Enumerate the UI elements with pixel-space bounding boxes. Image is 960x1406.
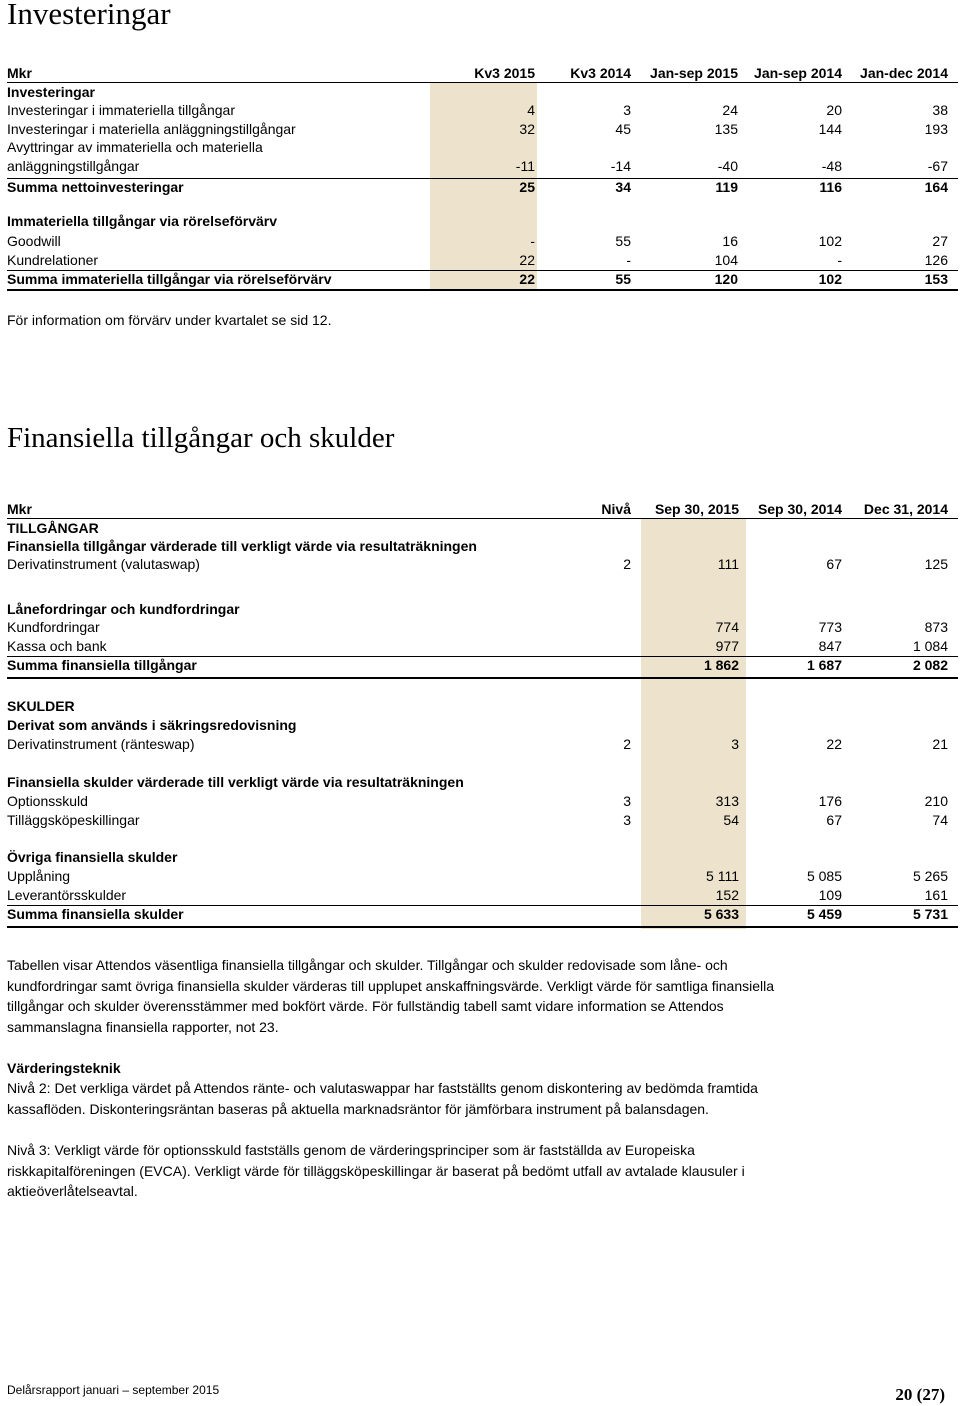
row-value: - xyxy=(530,233,535,249)
row-label: Avyttringar av immateriella och materiella xyxy=(7,139,263,155)
table-section-label xyxy=(7,716,953,734)
row-value: 116 xyxy=(819,179,842,195)
row-value: -11 xyxy=(515,158,535,174)
row-value: 313 xyxy=(715,793,739,809)
row-value: 119 xyxy=(715,179,738,195)
table-section-label xyxy=(7,697,953,715)
row-label: Lånefordringar och kundfordringar xyxy=(7,601,240,617)
table-section-label xyxy=(7,138,953,156)
row-value: -48 xyxy=(821,158,842,174)
row-value: 126 xyxy=(924,252,948,268)
row-value: 5 731 xyxy=(912,906,948,922)
row-value: 1 862 xyxy=(703,657,739,673)
row-value: -40 xyxy=(717,158,738,174)
table-row xyxy=(7,157,953,175)
row-label: Summa immateriella tillgångar via rörelseförvärv xyxy=(7,271,332,287)
section1-header-row xyxy=(7,64,953,82)
row-value: 109 xyxy=(818,887,842,903)
table-row xyxy=(7,905,953,923)
row-value: 873 xyxy=(924,619,948,635)
row-value: 144 xyxy=(818,121,842,137)
header-kv3-2014: Kv3 2014 xyxy=(570,65,631,81)
valuation-level2: Nivå 2: Det verkliga värdet på Attendos ränte- och valutaswappar har fastställts genom diskontering av bedömda framtida kassaflöden. Diskonteringsräntan baseras på aktuella marknadsräntor för jämförbara instrument på balansdagen. xyxy=(7,1080,758,1117)
row-value: 774 xyxy=(715,619,739,635)
row-label: Övriga finansiella skulder xyxy=(7,849,178,865)
row-value: 5 085 xyxy=(806,868,842,884)
row-value: 27 xyxy=(932,233,948,249)
row-value: 2 082 xyxy=(912,657,948,673)
table-section-label xyxy=(7,537,953,555)
row-value: 102 xyxy=(818,233,842,249)
row-value: -67 xyxy=(927,158,948,174)
row-value: 120 xyxy=(714,271,738,287)
row-label: Goodwill xyxy=(7,233,61,249)
header-jansep-2014: Jan-sep 2014 xyxy=(754,65,842,81)
row-value: 5 633 xyxy=(703,906,739,922)
row-value: 4 xyxy=(527,102,535,118)
row-label: Summa finansiella tillgångar xyxy=(7,657,197,673)
row-value: 111 xyxy=(717,556,739,572)
row-value: 34 xyxy=(615,179,631,195)
table-row xyxy=(7,867,953,885)
row-value: 67 xyxy=(826,812,842,828)
row-value: 5 459 xyxy=(806,906,842,922)
row-value: 22 xyxy=(519,271,535,287)
row-value: -14 xyxy=(610,158,631,174)
row-label: Derivat som används i säkringsredovisning xyxy=(7,717,297,733)
section2-title: Finansiella tillgångar och skulder xyxy=(7,422,395,454)
row-value: 22 xyxy=(826,736,842,752)
row-value: 55 xyxy=(615,271,631,287)
table-row xyxy=(7,120,953,138)
table-row xyxy=(7,811,953,829)
liabilities-subtotal-rule xyxy=(7,905,958,906)
table-section-label xyxy=(7,83,953,101)
row-value: 2 xyxy=(623,556,631,572)
assets-total-rule xyxy=(7,677,958,679)
table-row xyxy=(7,656,953,674)
row-label: Kundrelationer xyxy=(7,252,99,268)
table-explanation: Tabellen visar Attendos väsentliga finansiella tillgångar och skulder. Tillgångar och skulder redovisade som låne- och kundfordringar samt övriga finansiella skulder värderas till upplupet anskaffningsvärde. Verkligt värde för samtliga finansiella tillgångar och skulder överensstämmer med bokfört värde. För fullständig tabell samt vidare information se Attendos sammanslagna finansiella rapporter, not 23. xyxy=(7,957,775,1035)
section1-subtotal-rule-2 xyxy=(7,270,958,271)
header-niva: Nivå xyxy=(601,501,631,517)
row-value: 153 xyxy=(924,271,948,287)
row-value: 125 xyxy=(924,556,948,572)
header-mkr: Mkr xyxy=(7,65,32,81)
row-value: 2 xyxy=(623,736,631,752)
section1-title: Investeringar xyxy=(7,0,171,31)
row-label: Summa nettoinvesteringar xyxy=(7,179,184,195)
row-value: 164 xyxy=(924,179,948,195)
footer-page-number: 20 (27) xyxy=(895,1385,945,1404)
row-label: Tilläggsköpeskillingar xyxy=(7,812,140,828)
row-value: 193 xyxy=(924,121,948,137)
table-row xyxy=(7,792,953,810)
table-row xyxy=(7,101,953,119)
table-section-label xyxy=(7,848,953,866)
row-label: Optionsskuld xyxy=(7,793,88,809)
row-value: 74 xyxy=(932,812,948,828)
section1-subtotal-rule-1 xyxy=(7,178,958,179)
row-label: Derivatinstrument (ränteswap) xyxy=(7,736,195,752)
row-label: TILLGÅNGAR xyxy=(7,520,99,536)
row-value: 102 xyxy=(818,271,842,287)
header-sep-2014: Sep 30, 2014 xyxy=(757,501,842,517)
row-label: Kundfordringar xyxy=(7,619,100,635)
row-label: SKULDER xyxy=(7,698,75,714)
table-section-label xyxy=(7,519,953,537)
row-label: Finansiella tillgångar värderade till verkligt värde via resultaträkningen xyxy=(7,538,477,554)
row-label: Investeringar xyxy=(7,84,95,100)
row-value: 22 xyxy=(519,252,535,268)
row-label: Finansiella skulder värderade till verkligt värde via resultaträkningen xyxy=(7,774,464,790)
row-value: 24 xyxy=(722,102,738,118)
row-value: 3 xyxy=(623,793,631,809)
header-dec-2014: Dec 31, 2014 xyxy=(863,501,948,517)
row-label: Summa finansiella skulder xyxy=(7,906,184,922)
row-value: 67 xyxy=(826,556,842,572)
row-value: 5 265 xyxy=(912,868,948,884)
table-row xyxy=(7,178,953,196)
row-value: 1 084 xyxy=(912,638,948,654)
table-row xyxy=(7,232,953,250)
row-value: - xyxy=(626,252,631,268)
row-label: Investeringar i materiella anläggningstillgångar xyxy=(7,121,296,137)
row-value: 773 xyxy=(818,619,842,635)
table-row xyxy=(7,555,953,573)
row-value: 3 xyxy=(623,812,631,828)
row-value: 1 687 xyxy=(806,657,842,673)
row-label: Leverantörsskulder xyxy=(7,887,127,903)
header-jandec-2014: Jan-dec 2014 xyxy=(860,65,948,81)
row-label: Derivatinstrument (valutaswap) xyxy=(7,556,200,572)
liabilities-total-rule xyxy=(7,926,958,928)
table-row xyxy=(7,637,953,655)
row-value: 847 xyxy=(818,638,842,654)
table-row xyxy=(7,735,953,753)
row-label: Kassa och bank xyxy=(7,638,107,654)
row-label: Investeringar i immateriella tillgångar xyxy=(7,102,235,118)
header-mkr: Mkr xyxy=(7,501,32,517)
table-row xyxy=(7,886,953,904)
table-row xyxy=(7,270,953,288)
row-value: 104 xyxy=(714,252,738,268)
section1-note: För information om förvärv under kvartalet se sid 12. xyxy=(7,312,332,328)
valuation-level3: Nivå 3: Verkligt värde för optionsskuld fastställs genom de värderingsprinciper som är fastställda av Europeiska riskkapitalföreningen (EVCA). Verkligt värde för tilläggsköpeskillingar är baserat på bedömt utfall av avtalade klausuler i aktieöverlåtelseavtal. xyxy=(7,1142,745,1199)
row-value: 210 xyxy=(924,793,948,809)
row-value: - xyxy=(837,252,842,268)
table-row xyxy=(7,251,953,269)
table-section-label xyxy=(7,600,953,618)
row-label: anläggningstillgångar xyxy=(7,158,140,174)
row-value: 55 xyxy=(615,233,631,249)
row-value: 32 xyxy=(519,121,535,137)
section2-header-row xyxy=(7,500,953,518)
row-value: 5 111 xyxy=(706,868,739,884)
row-value: 152 xyxy=(715,887,739,903)
row-value: 38 xyxy=(932,102,948,118)
row-value: 161 xyxy=(924,887,948,903)
row-value: 21 xyxy=(932,736,948,752)
table-section-label xyxy=(7,212,953,230)
row-value: 3 xyxy=(731,736,739,752)
row-value: 45 xyxy=(615,121,631,137)
header-kv3-2015: Kv3 2015 xyxy=(474,65,535,81)
footer-report-name: Delårsrapport januari – september 2015 xyxy=(7,1383,220,1397)
assets-subtotal-rule xyxy=(7,656,958,657)
row-value: 54 xyxy=(723,812,739,828)
row-label: Upplåning xyxy=(7,868,71,884)
row-value: 977 xyxy=(715,638,739,654)
table-section-label xyxy=(7,773,953,791)
valuation-heading: Värderingsteknik xyxy=(7,1060,121,1076)
section1-total-rule xyxy=(7,289,958,291)
header-sep-2015: Sep 30, 2015 xyxy=(654,501,739,517)
header-jansep-2015: Jan-sep 2015 xyxy=(650,65,738,81)
row-label: Immateriella tillgångar via rörelseförvärv xyxy=(7,213,278,229)
row-value: 3 xyxy=(623,102,631,118)
row-value: 16 xyxy=(722,233,738,249)
row-value: 135 xyxy=(714,121,738,137)
row-value: 25 xyxy=(519,179,535,195)
table-row xyxy=(7,618,953,636)
row-value: 20 xyxy=(826,102,842,118)
row-value: 176 xyxy=(818,793,842,809)
